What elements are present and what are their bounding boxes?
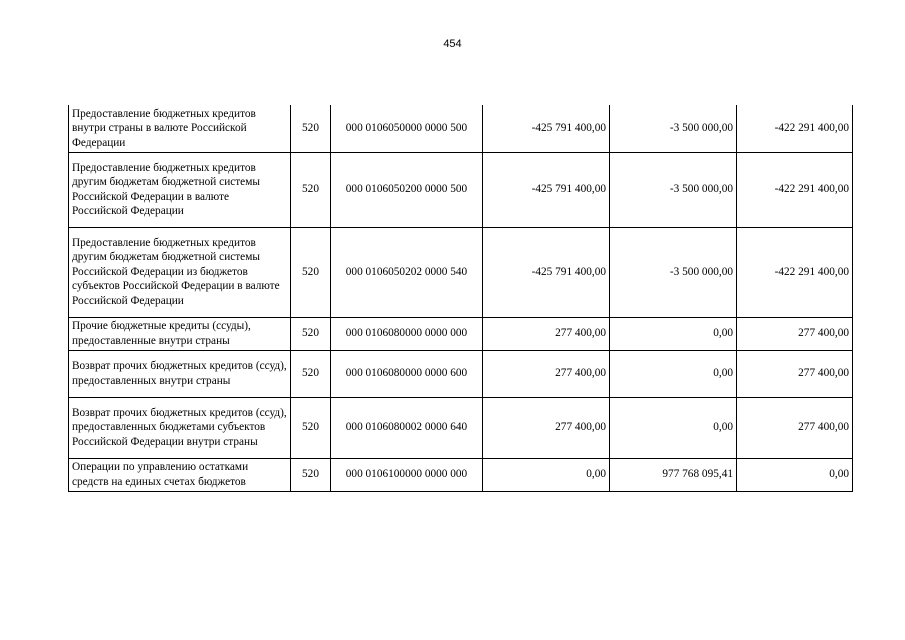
row-value-1: -425 791 400,00 — [483, 105, 610, 152]
row-code: 520 — [291, 152, 331, 227]
row-value-3: -422 291 400,00 — [737, 227, 853, 317]
row-name: Предоставление бюджетных кредитов внутри страны в валюте Российской Федерации — [69, 105, 291, 152]
page-number: 454 — [443, 38, 462, 50]
row-kbk: 000 0106080002 0000 640 — [331, 397, 483, 458]
row-code: 520 — [291, 227, 331, 317]
row-name: Возврат прочих бюджетных кредитов (ссуд), предоставленных внутри страны — [69, 350, 291, 397]
row-value-2: 0,00 — [610, 397, 737, 458]
row-value-3: -422 291 400,00 — [737, 105, 853, 152]
row-value-1: 277 400,00 — [483, 350, 610, 397]
table-row — [69, 152, 853, 227]
row-value-2: -3 500 000,00 — [610, 105, 737, 152]
row-value-1: -425 791 400,00 — [483, 152, 610, 227]
table-row — [69, 350, 853, 397]
row-kbk: 000 0106050200 0000 500 — [331, 152, 483, 227]
row-value-2: -3 500 000,00 — [610, 227, 737, 317]
row-name: Прочие бюджетные кредиты (ссуды), предоставленные внутри страны — [69, 317, 291, 350]
row-value-1: 277 400,00 — [483, 317, 610, 350]
row-kbk: 000 0106080000 0000 600 — [331, 350, 483, 397]
row-value-2: -3 500 000,00 — [610, 152, 737, 227]
row-code: 520 — [291, 458, 331, 491]
row-kbk: 000 0106100000 0000 000 — [331, 458, 483, 491]
row-value-1: 277 400,00 — [483, 397, 610, 458]
row-value-3: 277 400,00 — [737, 317, 853, 350]
row-value-3: 0,00 — [737, 458, 853, 491]
row-value-2: 977 768 095,41 — [610, 458, 737, 491]
row-code: 520 — [291, 350, 331, 397]
row-value-3: 277 400,00 — [737, 350, 853, 397]
row-value-3: 277 400,00 — [737, 397, 853, 458]
budget-table — [68, 105, 853, 492]
row-kbk: 000 0106050202 0000 540 — [331, 227, 483, 317]
row-kbk: 000 0106050000 0000 500 — [331, 105, 483, 152]
row-code: 520 — [291, 317, 331, 350]
row-name: Операции по управлению остатками средств на единых счетах бюджетов — [69, 458, 291, 491]
row-value-1: 0,00 — [483, 458, 610, 491]
row-value-3: -422 291 400,00 — [737, 152, 853, 227]
row-value-1: -425 791 400,00 — [483, 227, 610, 317]
row-name: Предоставление бюджетных кредитов другим бюджетам бюджетной системы Российской Федерации из бюджетов субъектов Российской Федерации в валюте Российской Федерации — [69, 227, 291, 317]
row-kbk: 000 0106080000 0000 000 — [331, 317, 483, 350]
table-row — [69, 458, 853, 491]
table-row — [69, 317, 853, 350]
row-code: 520 — [291, 105, 331, 152]
row-code: 520 — [291, 397, 331, 458]
table-row — [69, 227, 853, 317]
table-row — [69, 105, 853, 152]
row-value-2: 0,00 — [610, 317, 737, 350]
row-value-2: 0,00 — [610, 350, 737, 397]
row-name: Возврат прочих бюджетных кредитов (ссуд), предоставленных бюджетами субъектов Российской Федерации внутри страны — [69, 397, 291, 458]
table-row — [69, 397, 853, 458]
row-name: Предоставление бюджетных кредитов другим бюджетам бюджетной системы Российской Федерации в валюте Российской Федерации — [69, 152, 291, 227]
